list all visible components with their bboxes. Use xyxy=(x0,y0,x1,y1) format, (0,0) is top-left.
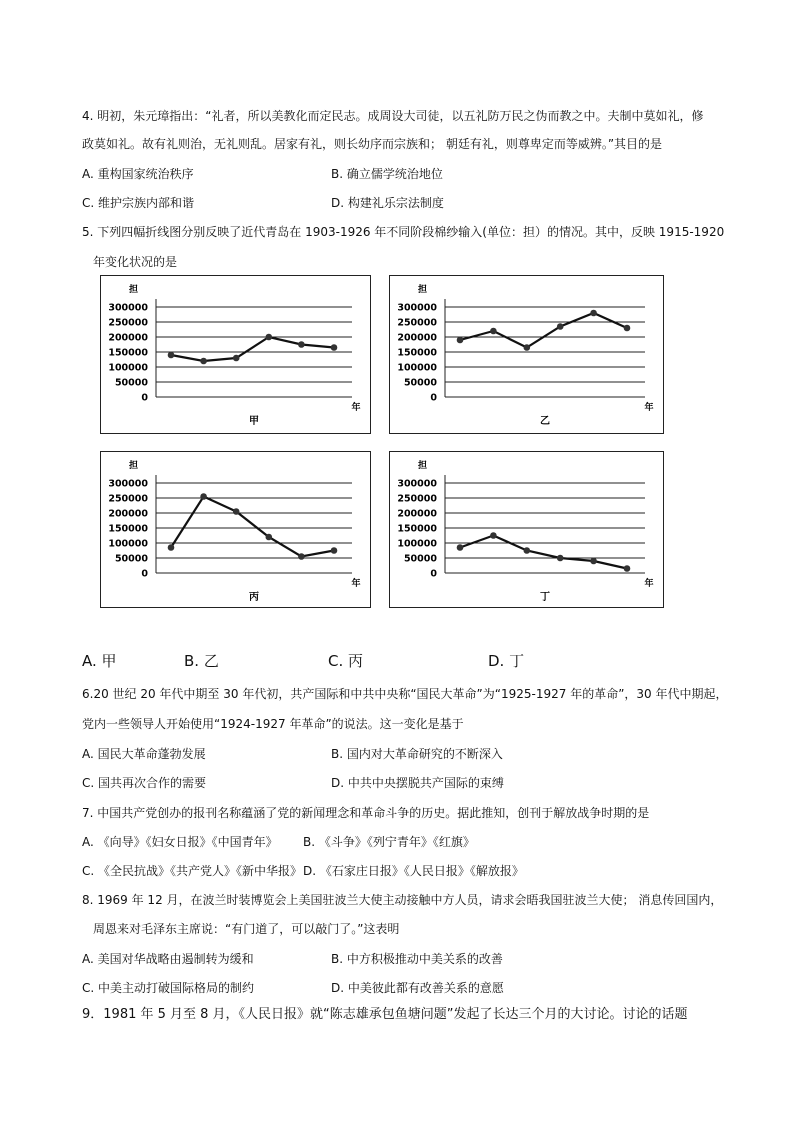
y-tick-label: 300000 xyxy=(108,302,148,314)
q8-option-b: B. 中方积极推动中美关系的改善 xyxy=(331,952,503,966)
q7-stem-line1: 7. 中国共产党创办的报刊名称蕴涵了党的新闻理念和革命斗争的历史。据此推知，创刊于解放战争时期的是 xyxy=(82,806,650,820)
y-tick-label: 200000 xyxy=(108,508,148,520)
data-point xyxy=(168,352,175,359)
chart-ding-svg xyxy=(390,452,663,607)
data-point xyxy=(624,565,631,572)
data-point xyxy=(233,508,240,515)
chart-bing-svg xyxy=(101,452,370,607)
data-point xyxy=(168,544,175,551)
y-axis-label: 担 xyxy=(418,285,428,295)
data-point xyxy=(298,553,305,560)
y-tick-label: 250000 xyxy=(108,493,148,505)
q8-option-a: A. 美国对华战略由遏制转为缓和 xyxy=(82,952,254,966)
q7-option-b: B. 《斗争》《列宁青年》《红旗》 xyxy=(303,835,475,849)
q4-stem-line2: 政莫如礼。故有礼则治，无礼则乱。居家有礼，则长幼序而宗族和； 朝廷有礼，则尊卑定而等威辨。”其目的是 xyxy=(82,137,663,151)
y-tick-label: 50000 xyxy=(114,553,148,565)
q7-option-d: D. 《石家庄日报》《人民日报》《解放报》 xyxy=(303,864,524,878)
y-tick-label: 200000 xyxy=(397,332,437,344)
q6-stem-line1: 6.20 世纪 20 年代中期至 30 年代初，共产国际和中共中央称“国民大革命”为“1925-1927 年的革命”，30 年代中期起， xyxy=(82,687,728,701)
chart-ding xyxy=(389,451,664,608)
y-tick-label: 150000 xyxy=(108,523,148,535)
y-tick-label: 250000 xyxy=(108,317,148,329)
q5-option-b: B. 乙 xyxy=(184,652,219,670)
q5-option-d: D. 丁 xyxy=(488,652,525,670)
x-axis-label: 年 xyxy=(644,579,654,589)
y-tick-label: 150000 xyxy=(108,347,148,359)
y-tick-label: 300000 xyxy=(397,302,437,314)
data-point xyxy=(298,341,305,348)
y-tick-label: 150000 xyxy=(397,523,437,535)
q4-stem-line1: 4. 明初，朱元璋指出：“礼者，所以美教化而定民志。成周设大司徒，以五礼防万民之伪而教之中。夫制中莫如礼，修 xyxy=(82,109,704,123)
q6-option-d: D. 中共中央摆脱共产国际的束缚 xyxy=(331,776,504,790)
q6-option-b: B. 国内对大革命研究的不断深入 xyxy=(331,747,503,761)
data-point xyxy=(590,310,597,317)
q7-option-c: C. 《全民抗战》《共产党人》《新中华报》 xyxy=(82,864,303,878)
chart-jia-svg xyxy=(101,276,370,433)
y-tick-label: 300000 xyxy=(108,478,148,490)
y-tick-label: 50000 xyxy=(403,553,437,565)
data-point xyxy=(557,323,564,330)
chart-title: 丙 xyxy=(249,592,259,603)
y-tick-label: 0 xyxy=(430,392,437,404)
y-tick-label: 100000 xyxy=(397,362,437,374)
y-tick-label: 100000 xyxy=(397,538,437,550)
data-point xyxy=(331,547,338,554)
x-axis-label: 年 xyxy=(351,579,361,589)
chart-jia xyxy=(100,275,371,434)
data-point xyxy=(200,358,207,365)
data-point xyxy=(590,558,597,565)
q5-option-a: A. 甲 xyxy=(82,652,117,670)
q8-stem-line1: 8. 1969 年 12 月，在波兰时装博览会上美国驻波兰大使主动接触中方人员，请求会晤我国驻波兰大使； 消息传回国内， xyxy=(82,893,723,907)
data-point xyxy=(266,534,273,541)
q5-stem-line2: 年变化状况的是 xyxy=(93,255,178,269)
data-point xyxy=(457,544,464,551)
series-line xyxy=(460,313,627,348)
q6-option-a: A. 国民大革命蓬勃发展 xyxy=(82,747,206,761)
q5-option-c: C. 丙 xyxy=(328,652,364,670)
y-tick-label: 200000 xyxy=(397,508,437,520)
q4-option-a: A. 重构国家统治秩序 xyxy=(82,167,194,181)
q8-option-c: C. 中美主动打破国际格局的制约 xyxy=(82,981,255,995)
data-point xyxy=(524,344,531,351)
chart-yi xyxy=(389,275,664,434)
data-point xyxy=(490,328,497,335)
q8-option-d: D. 中美彼此都有改善关系的意愿 xyxy=(331,981,504,995)
y-tick-label: 150000 xyxy=(397,347,437,359)
data-point xyxy=(490,532,497,539)
q6-stem-line2: 党内一些领导人开始使用“1924-1927 年革命”的说法。这一变化是基于 xyxy=(82,717,464,731)
y-tick-label: 50000 xyxy=(114,377,148,389)
data-point xyxy=(457,337,464,344)
y-tick-label: 0 xyxy=(430,568,437,580)
y-tick-label: 100000 xyxy=(108,538,148,550)
q9-stem-line1: 9．1981 年 5 月至 8 月，《人民日报》就“陈志雄承包鱼塘问题”发起了长达三个月的大讨论。讨论的话题 xyxy=(82,1007,688,1022)
q4-option-c: C. 维护宗族内部和谐 xyxy=(82,196,195,210)
chart-title: 甲 xyxy=(249,416,259,427)
data-point xyxy=(524,547,531,554)
chart-title: 丁 xyxy=(540,592,550,603)
y-tick-label: 250000 xyxy=(397,493,437,505)
y-tick-label: 200000 xyxy=(108,332,148,344)
q4-option-d: D. 构建礼乐宗法制度 xyxy=(331,196,444,210)
series-line xyxy=(171,497,334,557)
y-axis-label: 担 xyxy=(129,461,139,471)
q8-stem-line2: 周恩来对毛泽东主席说：“有门道了，可以敲门了。”这表明 xyxy=(93,922,400,936)
y-axis-label: 担 xyxy=(418,461,428,471)
data-point xyxy=(557,555,564,562)
y-tick-label: 100000 xyxy=(108,362,148,374)
data-point xyxy=(233,355,240,362)
chart-bing xyxy=(100,451,371,608)
q7-option-a: A. 《向导》《妇女日报》《中国青年》 xyxy=(82,835,278,849)
data-point xyxy=(624,325,631,332)
chart-yi-svg xyxy=(390,276,663,433)
y-tick-label: 300000 xyxy=(397,478,437,490)
y-tick-label: 0 xyxy=(141,392,148,404)
series-line xyxy=(171,337,334,361)
y-tick-label: 50000 xyxy=(403,377,437,389)
data-point xyxy=(331,344,338,351)
series-line xyxy=(460,536,627,569)
y-axis-label: 担 xyxy=(129,285,139,295)
q6-option-c: C. 国共再次合作的需要 xyxy=(82,776,207,790)
y-tick-label: 0 xyxy=(141,568,148,580)
x-axis-label: 年 xyxy=(644,403,654,413)
chart-title: 乙 xyxy=(540,416,550,427)
q4-option-b: B. 确立儒学统治地位 xyxy=(331,167,443,181)
q5-stem-line1: 5. 下列四幅折线图分别反映了近代青岛在 1903-1926 年不同阶段棉纱输入(单位：担）的情况。其中，反映 1915-1920 xyxy=(82,225,725,239)
x-axis-label: 年 xyxy=(351,403,361,413)
data-point xyxy=(266,334,273,341)
data-point xyxy=(200,493,207,500)
y-tick-label: 250000 xyxy=(397,317,437,329)
